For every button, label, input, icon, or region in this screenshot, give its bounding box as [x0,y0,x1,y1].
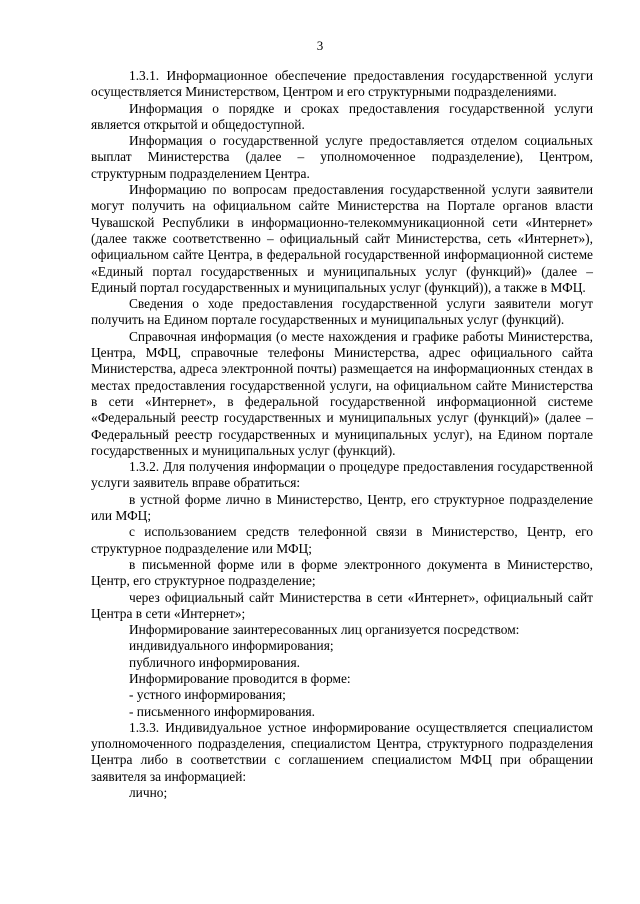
paragraph-1-3-3: 1.3.3. Индивидуальное устное информирование осуществляется специалистом уполномоченного подразделения, специалистом Центра, структурного подразделения Центра либо в соответствии с соглашением специалистом МФЦ при обращении заявителя за информацией: [91,719,593,784]
paragraph-reference-info: Справочная информация (о месте нахождения и графике работы Министерства, Центра, МФЦ, справочные телефоны Министерства, адрес официального сайта Министерства, адреса электронной почты) размещается на информационных стендах в местах предоставления государственной услуги, на официальном сайте Министерства в сети «Интернет», в федеральной государственной информационной системе «Федеральный реестр государственных и муниципальных услуг (функций)» (далее – Федеральный реестр государственных и муниципальных услуг), на Едином портале государственных и муниципальных услуг (функций). [91,328,593,458]
paragraph-1-3-2: 1.3.2. Для получения информации о процедуре предоставления государственной услуги заявитель вправе обратиться: [91,459,593,491]
list-item-individual: индивидуального информирования; [129,638,334,654]
list-item-phone: с использованием средств телефонной связи в Министерство, Центр, его структурное подразделение или МФЦ; [91,524,593,556]
paragraph-informing-organized: Информирование заинтересованных лиц организуется посредством: [129,622,520,638]
list-item-website: через официальный сайт Министерства в сети «Интернет», официальный сайт Центра в сети «Интернет»; [91,589,593,621]
paragraph-info-open: Информация о порядке и сроках предоставления государственной услуги является открытой и общедоступной. [91,100,593,132]
list-item-written-informing: - письменного информирования. [129,703,315,719]
document-body [91,68,593,801]
paragraph-status-info: Сведения о ходе предоставления государственной услуги заявители могут получить на Едином портале государственных и муниципальных услуг (функций). [91,296,593,328]
list-item-in-person: лично; [129,785,168,801]
page-number: 3 [316,38,324,53]
paragraph-1-3-1: 1.3.1. Информационное обеспечение предоставления государственной услуги осуществляется Министерством, Центром и его структурными подразделениями. [91,68,593,100]
list-item-oral: в устной форме лично в Министерство, Центр, его структурное подразделение или МФЦ; [91,491,593,524]
paragraph-info-sources: Информацию по вопросам предоставления государственной услуги заявители могут получить на официальном сайте Министерства на Портале органов власти Чувашской Республики в информационно-телекоммуникационной сети «Интернет» (далее также соответственно – официальный сайт Министерства, сеть «Интернет»), официальном сайте Центра, в федеральной государственной информационной системе «Единый портал государственных и муниципальных услуг (функций)» (далее – Единый портал государственных и муниципальных услуг (функций)), а также в МФЦ. [91,182,593,295]
list-item-oral-informing: - устного информирования; [129,687,286,703]
list-item-public: публичного информирования. [129,654,300,670]
list-item-written: в письменной форме или в форме электронного документа в Министерство, Центр, его структурное подразделение; [91,556,593,589]
paragraph-informing-form: Информирование проводится в форме: [129,670,351,686]
paragraph-info-department: Информация о государственной услуге предоставляется отделом социальных выплат Министерства (далее – уполномоченное подразделение), Центром, структурным подразделением Центра. [91,133,593,181]
